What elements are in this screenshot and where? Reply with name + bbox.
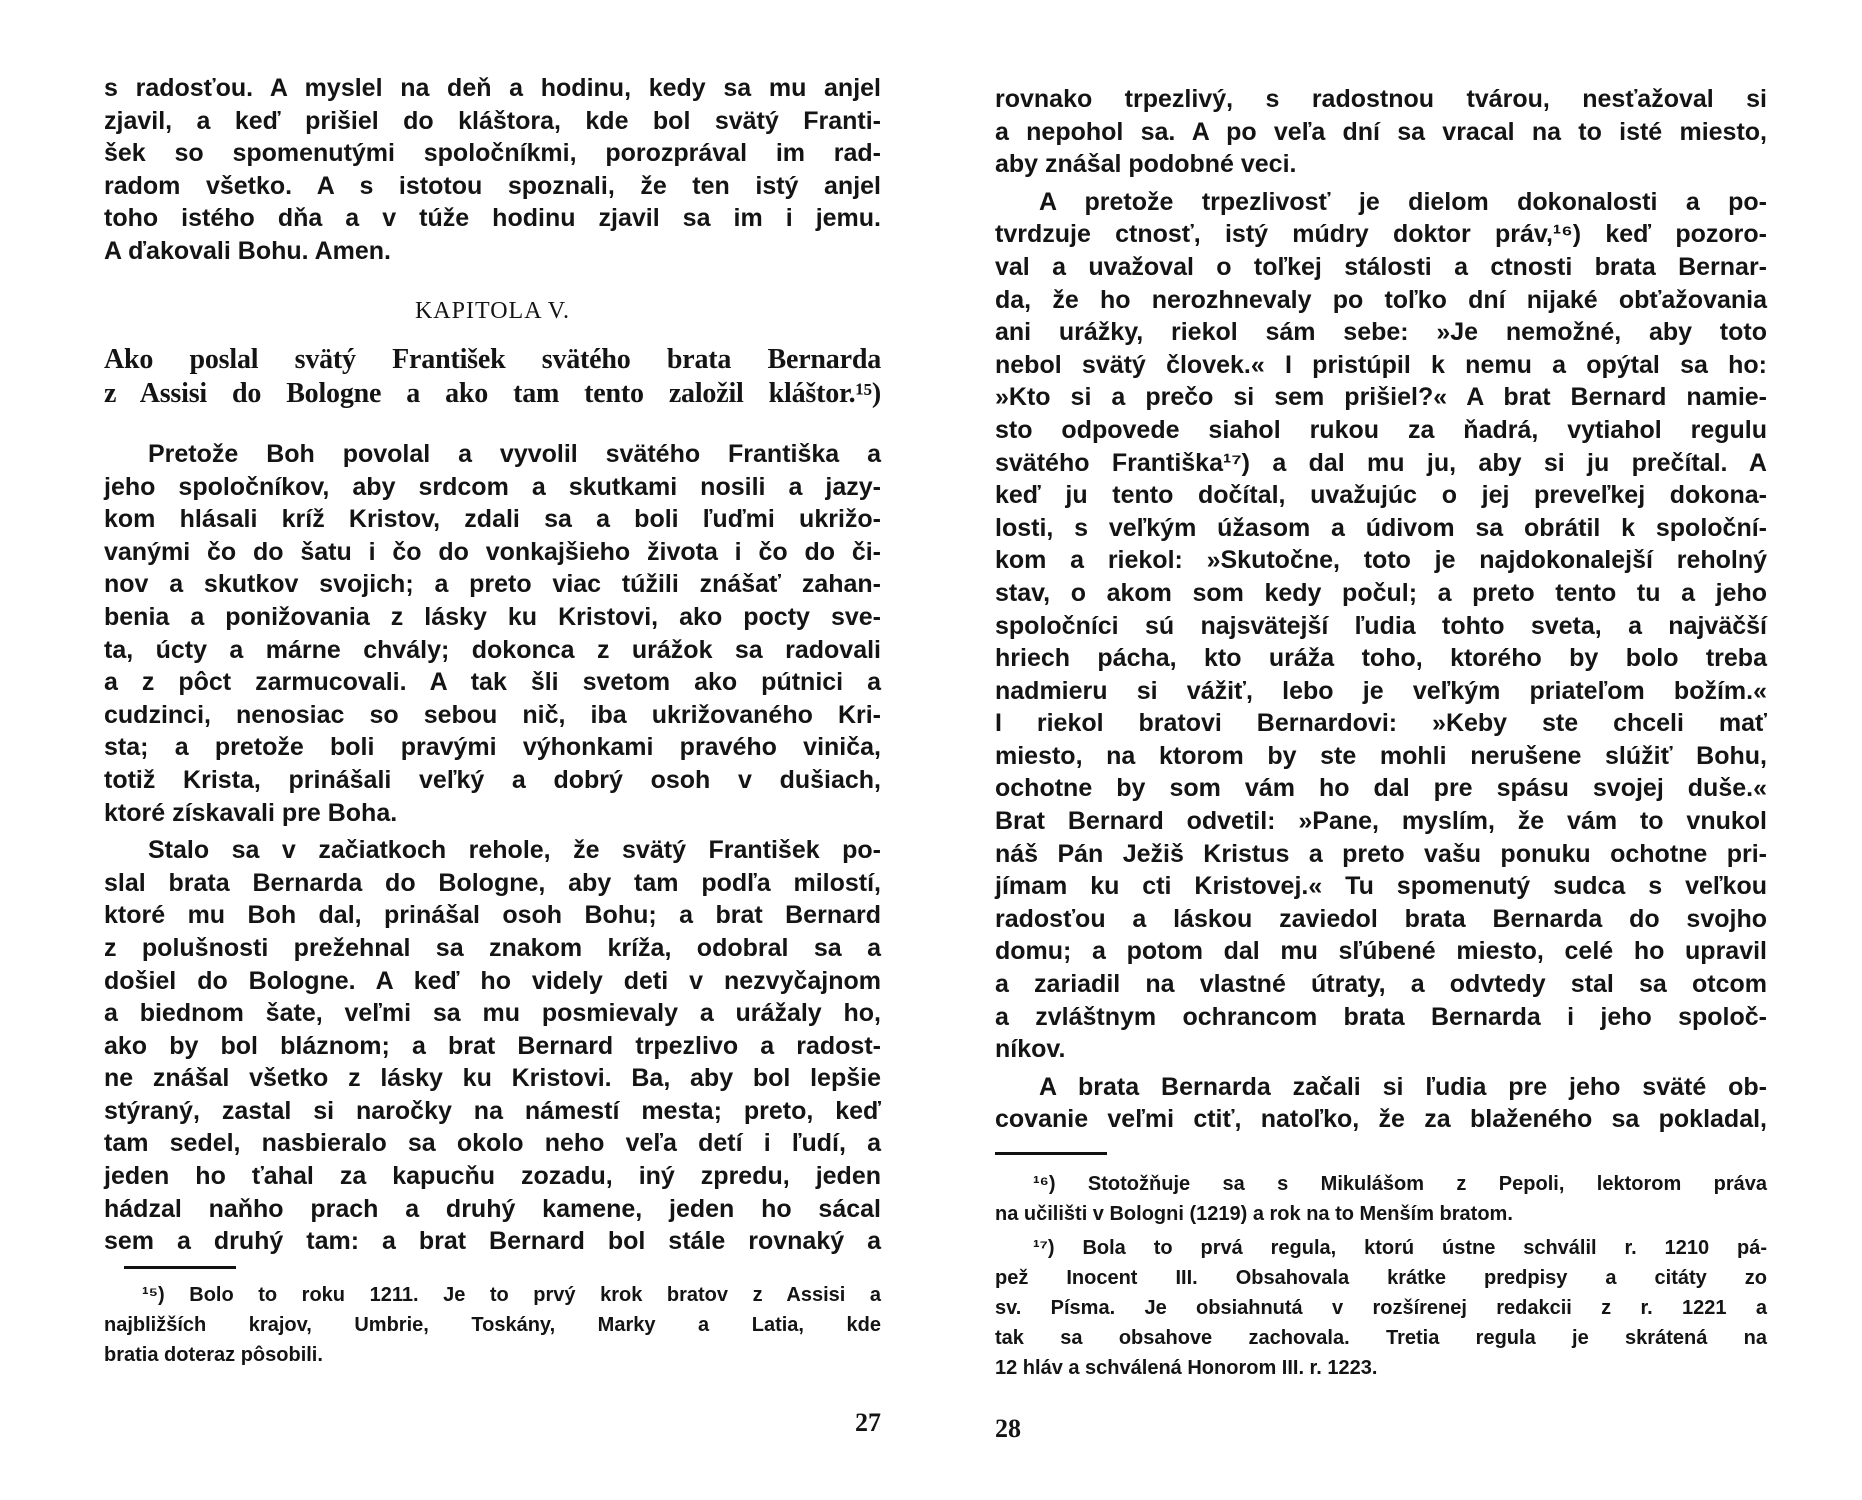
text-line: najbližších krajov, Umbrie, Toskány, Marky a Latia, kde xyxy=(104,1314,881,1336)
text-line: covanie veľmi ctiť, natoľko, že za blaženého sa pokladal, xyxy=(995,1105,1767,1134)
text-line: spoločníci sú najsvätejší ľudia tohto sveta, a najväčší xyxy=(995,611,1767,640)
text-line: a nepohol sa. A po veľa dní sa vracal na to isté miesto, xyxy=(995,117,1767,146)
text-line: ¹⁶) Stotožňuje sa s Mikulášom z Pepoli, lektorom práva xyxy=(1033,1173,1767,1195)
text-line: jeho spoločníkov, aby srdcom a skutkami nosili a jazy- xyxy=(104,472,881,501)
text-line: a zvláštnym ochrancom brata Bernarda i jeho spoloč- xyxy=(995,1002,1767,1031)
text-line: kom a riekol: »Skutočne, toto je najdokonalejší reholný xyxy=(995,546,1767,575)
text-line: náš Pán Ježiš Kristus a preto vašu ponuku ochotne pri- xyxy=(995,839,1767,868)
text-line: došiel do Bologne. A keď ho videly deti v nezvyčajnom xyxy=(104,966,881,995)
text-line: tvrdzuje ctnosť, istý múdry doktor práv,¹⁶) keď pozoro- xyxy=(995,220,1767,249)
paragraph xyxy=(995,186,1767,1066)
text-line: ¹⁷) Bola to prvá regula, ktorú ústne schválil r. 1210 pá- xyxy=(1033,1237,1767,1259)
text-line: šek so spomenutými spoločníkmi, porozprával im rad- xyxy=(104,139,881,168)
text-line: a biednom šate, veľmi sa mu posmievaly a urážaly ho, xyxy=(104,999,881,1028)
text-line: zjavil, a keď prišiel do kláštora, kde bol svätý Franti- xyxy=(104,106,881,135)
text-line: stav, o akom som kedy počul; a preto tento tu a jeho xyxy=(995,578,1767,607)
text-line: totiž Krista, prinášali veľký a dobrý osoh v dušiach, xyxy=(104,765,881,794)
text-line: miesto, na ktorom by ste mohli nerušene slúžiť Bohu, xyxy=(995,741,1767,770)
text-line: domu; a potom dal mu sľúbené miesto, celé ho upravil xyxy=(995,937,1767,966)
text-line: hádzal naňho prach a druhý kamene, jeden ho sácal xyxy=(104,1194,881,1223)
paragraph xyxy=(995,1169,1767,1229)
text-line: ktoré získavali pre Boha. xyxy=(104,798,398,827)
text-line: sem a druhý tam: a brat Bernard bol stále rovnaký a xyxy=(104,1227,881,1256)
text-line: radom všetko. A s istotou spoznali, že ten istý anjel xyxy=(104,171,881,200)
text-line: A pretože trpezlivosť je dielom dokonalosti a po- xyxy=(1039,187,1767,216)
text-line: ¹⁵) Bolo to roku 1211. Je to prvý krok bratov z Assisi a xyxy=(142,1284,881,1306)
text-line: s radosťou. A myslel na deň a hodinu, kedy sa mu anjel xyxy=(104,74,881,102)
paragraph xyxy=(104,834,881,1258)
text-line: bratia doteraz pôsobili. xyxy=(104,1344,323,1366)
text-line: vanými čo do šatu i čo do vonkajšieho života i čo do či- xyxy=(104,537,881,566)
text-line: na učilišti v Bologni (1219) a rok na to Menším bratom. xyxy=(995,1203,1513,1225)
text-line: Pretože Boh povolal a vyvolil svätého Františka a xyxy=(148,440,881,468)
footnote-rule xyxy=(995,1152,1107,1155)
paragraph xyxy=(104,438,881,829)
text-line: hriech pácha, kto uráža toho, ktorého by bolo treba xyxy=(995,644,1767,673)
left-body-text xyxy=(104,438,881,1258)
text-line: tak sa obsahove zachovala. Tretia regula je skrátená na xyxy=(995,1327,1767,1349)
paragraph xyxy=(995,1071,1767,1136)
text-line: jeden ho ťahal za kapucňu zozadu, iný zpredu, jeden xyxy=(104,1162,881,1191)
text-line: Brat Bernard odvetil: »Pane, myslím, že vám to vnukol xyxy=(995,807,1767,836)
chapter-heading xyxy=(104,343,881,411)
paragraph xyxy=(995,1233,1767,1383)
text-line: rovnako trpezlivý, s radostnou tvárou, nesťažoval si xyxy=(995,85,1767,113)
text-line: pež Inocent III. Obsahovala krátke predpisy a citáty zo xyxy=(995,1267,1767,1289)
paragraph xyxy=(995,83,1767,181)
text-line: da, že ho nerozhnevaly po toľko dní nijaké obťažovania xyxy=(995,285,1767,314)
intro-text xyxy=(104,72,881,268)
text-line: nebol svätý človek.« I pristúpil k nemu a opýtal sa ho: xyxy=(995,350,1767,379)
left-footnotes xyxy=(104,1280,881,1370)
text-line: nov a skutkov svojich; a preto viac túžili znášať zahan- xyxy=(104,570,881,599)
text-line: cudzinci, nenosiac so sebou nič, iba ukrižovaného Kri- xyxy=(104,700,881,729)
chapter-label: KAPITOLA V. xyxy=(414,298,571,324)
text-line: ochotne by som vám ho dal pre spásu svojej duše.« xyxy=(995,774,1767,803)
text-line: nadmieru si vážiť, lebo je veľkým priateľom božím.« xyxy=(995,676,1767,705)
text-line: ktoré mu Boh dal, prinášal osoh Bohu; a brat Bernard xyxy=(104,901,881,930)
text-line: stýraný, zastal si naročky na námestí mesta; preto, keď xyxy=(104,1096,881,1125)
text-line: 12 hláv a schválená Honorom III. r. 1223. xyxy=(995,1357,1378,1379)
text-line: benia a ponižovania z lásky ku Kristovi, ako pocty sve- xyxy=(104,602,881,631)
text-line: »Kto si a prečo si sem prišiel?« A brat Bernard namie- xyxy=(995,383,1767,412)
page-number: 28 xyxy=(995,1414,1021,1443)
text-line: keď ju tento dočítal, uvažujúc o jej preveľkej dokona- xyxy=(995,481,1767,510)
text-line: Ako poslal svätý František svätého brata Bernarda xyxy=(104,344,881,375)
page-number: 27 xyxy=(855,1408,881,1437)
text-line: ne znášal všetko z lásky ku Kristovi. Ba, aby bol lepšie xyxy=(104,1064,881,1093)
text-line: jímam ku cti Kristovej.« Tu spomenutý sudca s veľkou xyxy=(995,872,1767,901)
text-line: sta; a pretože boli pravými výhonkami pravého viniča, xyxy=(104,733,881,762)
paragraph xyxy=(104,72,881,268)
right-body-text xyxy=(995,83,1767,1136)
text-line: I riekol bratovi Bernardovi: »Keby ste chceli mať xyxy=(995,709,1767,738)
text-line: sto odpovede siahol rukou za ňadrá, vytiahol regulu xyxy=(995,415,1767,444)
text-line: z polušnosti prežehnal sa znakom kríža, odobral sa a xyxy=(104,933,881,962)
text-line: val a uvažoval o toľkej stálosti a ctnosti brata Bernar- xyxy=(995,252,1767,281)
text-line: toho istého dňa a v túže hodinu zjavil sa im i jemu. xyxy=(104,204,881,233)
text-line: a z pôct zarmucovali. A tak šli svetom ako pútnici a xyxy=(104,668,881,697)
text-line: ako by bol bláznom; a brat Bernard trpezlivo a radost- xyxy=(104,1031,881,1060)
right-footnotes xyxy=(995,1169,1767,1383)
text-line: Stalo sa v začiatkoch rehole, že svätý František po- xyxy=(148,836,881,865)
text-line: A brata Bernarda začali si ľudia pre jeho sväté ob- xyxy=(1039,1072,1767,1101)
text-line: sv. Písma. Je obsiahnutá v rozšírenej redakcii z r. 1221 a xyxy=(995,1297,1767,1319)
text-line: losti, s veľkým úžasom a údivom sa obrátil k spoloční- xyxy=(995,513,1767,542)
footnote-rule xyxy=(124,1266,236,1269)
text-line: ta, úcty a márne chvály; dokonca z urážok sa radovali xyxy=(104,635,881,664)
text-line: A ďakovali Bohu. Amen. xyxy=(104,236,391,265)
paragraph xyxy=(104,1280,881,1370)
text-line: radosťou a láskou zaviedol brata Bernarda do svojho xyxy=(995,904,1767,933)
text-line: kom hlásali kríž Kristov, zdali sa a boli ľuďmi ukrižo- xyxy=(104,505,881,534)
text-line: níkov. xyxy=(995,1035,1066,1064)
text-line: a zariadil na vlastné útraty, a odvtedy stal sa otcom xyxy=(995,970,1767,999)
text-line: tam sedel, nasbieralo sa okolo neho veľa detí i ľudí, a xyxy=(104,1129,881,1158)
text-line: aby znášal podobné veci. xyxy=(995,150,1297,179)
paragraph xyxy=(104,343,881,411)
text-line: slal brata Bernarda do Bologne, aby tam podľa milostí, xyxy=(104,868,881,897)
text-line: ani urážky, riekol sám sebe: »Je nemožné, aby toto xyxy=(995,318,1767,347)
text-line: svätého Františka¹⁷) a dal mu ju, aby si ju prečítal. A xyxy=(995,448,1767,477)
text-line: z Assisi do Bologne a ako tam tento založil kláštor.¹⁵) xyxy=(104,378,881,409)
page-number-clip xyxy=(995,1414,1055,1443)
